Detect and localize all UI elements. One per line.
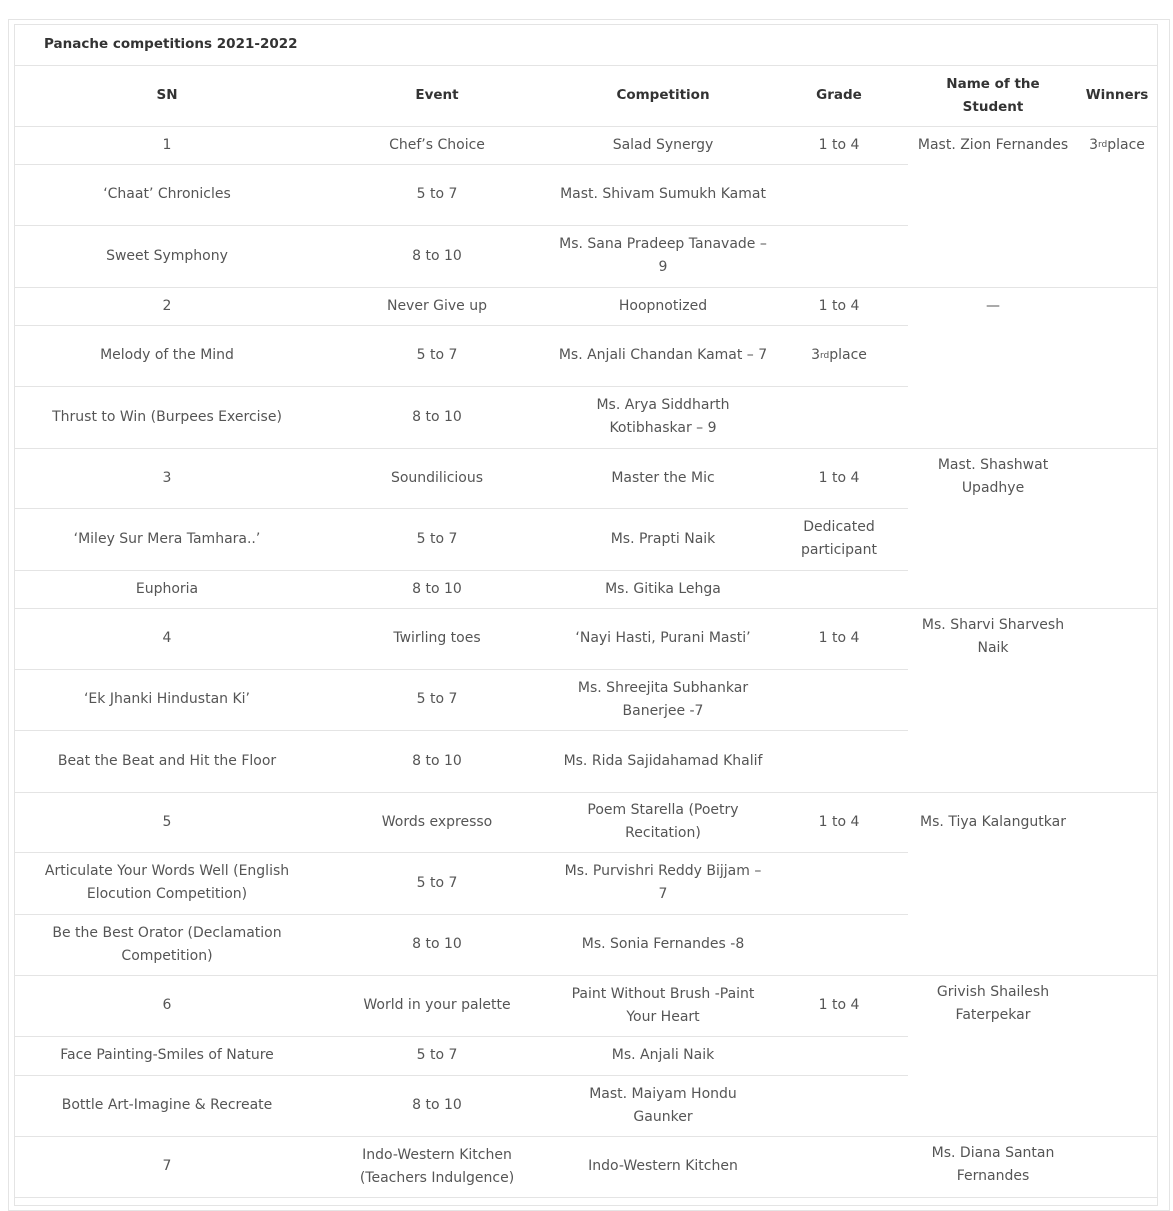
table-cell: 5 to 7 bbox=[416, 186, 458, 202]
table-cell: Ms. Gitika Lehga bbox=[605, 580, 721, 597]
table-cell: Beat the Beat and Hit the Floor bbox=[57, 752, 277, 769]
table-cell: Thrust to Win (Burpees Exercise) bbox=[52, 408, 282, 425]
table-cell: 8 to 10 bbox=[412, 247, 462, 264]
table-cell: 6 bbox=[162, 997, 172, 1013]
table-cell: Salad Synergy bbox=[612, 136, 714, 153]
table-cell: 5 bbox=[162, 813, 172, 830]
table-cell: Melody of the Mind bbox=[100, 347, 234, 363]
table-cell: Face Painting-Smiles of Nature bbox=[60, 1047, 274, 1063]
table-cell: Twirling toes bbox=[393, 630, 481, 646]
header-student: Name of the Student bbox=[946, 75, 1040, 115]
table-cell: 8 to 10 bbox=[412, 408, 462, 425]
table-cell: 7 bbox=[162, 1158, 172, 1174]
table-cell: 5 to 7 bbox=[416, 874, 458, 891]
table-cell: 8 to 10 bbox=[412, 936, 462, 952]
table-cell: Be the Best Orator (Declamation Competition) bbox=[52, 924, 282, 964]
table-cell: ‘Miley Sur Mera Tamhara..’ bbox=[73, 530, 261, 547]
table-cell: Ms. Tiya Kalangutkar bbox=[920, 813, 1066, 830]
table-cell: Grivish Shailesh Faterpekar bbox=[936, 984, 1050, 1023]
table-cell: Articulate Your Words Well (English Elocution Competition) bbox=[44, 863, 290, 902]
table-cell: Chef’s Choice bbox=[389, 136, 485, 153]
table-cell: Mast. Shivam Sumukh Kamat bbox=[560, 186, 766, 202]
table-cell: Ms. Purvishri Reddy Bijjam – 7 bbox=[564, 863, 762, 902]
header-competition: Competition bbox=[616, 87, 710, 103]
table-cell: Indo-Western Kitchen bbox=[588, 1158, 738, 1174]
table-cell: Ms. Arya Siddharth Kotibhaskar – 9 bbox=[596, 397, 730, 436]
header-sn: SN bbox=[156, 87, 178, 103]
table-cell: 8 to 10 bbox=[412, 752, 462, 769]
table-cell: ‘Chaat’ Chronicles bbox=[103, 186, 231, 202]
table-cell: Ms. Sonia Fernandes -8 bbox=[581, 936, 745, 952]
table-cell: Ms. Anjali Naik bbox=[611, 1047, 715, 1063]
table-cell: Soundilicious bbox=[390, 469, 484, 486]
table-cell: Ms. Prapti Naik bbox=[610, 530, 716, 547]
table-cell: 1 to 4 bbox=[818, 630, 860, 646]
table-cell: Mast. Maiyam Hondu Gaunker bbox=[589, 1085, 737, 1125]
table-cell: 1 to 4 bbox=[818, 813, 860, 830]
table-cell: Ms. Rida Sajidahamad Khalif bbox=[563, 752, 763, 769]
results-table bbox=[14, 24, 1158, 1206]
table-cell: Euphoria bbox=[135, 580, 199, 597]
table-cell: 5 to 7 bbox=[416, 347, 458, 363]
table-cell: ‘Nayi Hasti, Purani Masti’ bbox=[575, 630, 751, 646]
header-winners: Winners bbox=[1085, 87, 1149, 103]
table-cell: ‘Ek Jhanki Hindustan Ki’ bbox=[83, 691, 250, 707]
table-cell: 1 to 4 bbox=[818, 997, 860, 1013]
table-cell: Hoopnotized bbox=[618, 297, 708, 314]
table-cell: 1 to 4 bbox=[818, 136, 860, 153]
table-cell: Ms. Sharvi Sharvesh Naik bbox=[921, 617, 1065, 656]
table-cell: 2 bbox=[162, 297, 172, 314]
table-cell: 3 bbox=[162, 469, 172, 486]
table-cell: Master the Mic bbox=[611, 469, 715, 486]
table-cell: 8 to 10 bbox=[412, 580, 462, 597]
table-cell: Indo-Western Kitchen (Teachers Indulgence) bbox=[359, 1146, 515, 1186]
table-cell: Mast. Zion Fernandes bbox=[917, 136, 1069, 153]
table-cell: 5 to 7 bbox=[416, 1047, 458, 1063]
table-cell: 8 to 10 bbox=[412, 1097, 462, 1113]
table-cell: Dedicated participant bbox=[800, 519, 877, 558]
table-cell: 1 bbox=[162, 136, 172, 153]
table-cell: Bottle Art-Imagine & Recreate bbox=[61, 1097, 273, 1113]
table-cell: Poem Starella (Poetry Recitation) bbox=[587, 802, 739, 841]
table-cell: Ms. Anjali Chandan Kamat – 7 bbox=[558, 347, 768, 363]
table-cell: Sweet Symphony bbox=[106, 247, 228, 264]
table-cell: 1 to 4 bbox=[818, 297, 860, 314]
table-cell: World in your palette bbox=[363, 997, 511, 1013]
table-cell: 1 to 4 bbox=[818, 469, 860, 486]
table-cell: 5 to 7 bbox=[416, 530, 458, 547]
header-event: Event bbox=[415, 87, 459, 103]
table-cell: Ms. Diana Santan Fernandes bbox=[931, 1145, 1055, 1184]
table-cell: 5 to 7 bbox=[416, 691, 458, 707]
table-cell: Ms. Shreejita Subhankar Banerjee -7 bbox=[577, 679, 749, 719]
table-cell: 3 rd place bbox=[1089, 136, 1145, 153]
table-cell: 4 bbox=[162, 630, 172, 646]
table-title: Panache competitions 2021-2022 bbox=[44, 36, 298, 52]
header-grade: Grade bbox=[816, 87, 862, 103]
table-cell: Mast. Shashwat Upadhye bbox=[937, 457, 1049, 496]
table-cell: Words expresso bbox=[381, 813, 493, 830]
table-cell: Paint Without Brush -Paint Your Heart bbox=[571, 985, 755, 1025]
table-cell: Ms. Sana Pradeep Tanavade – 9 bbox=[559, 236, 767, 275]
table-cell: Never Give up bbox=[386, 297, 488, 314]
table-cell: 3 rd place bbox=[811, 347, 867, 363]
table-cell: — bbox=[986, 297, 1000, 314]
